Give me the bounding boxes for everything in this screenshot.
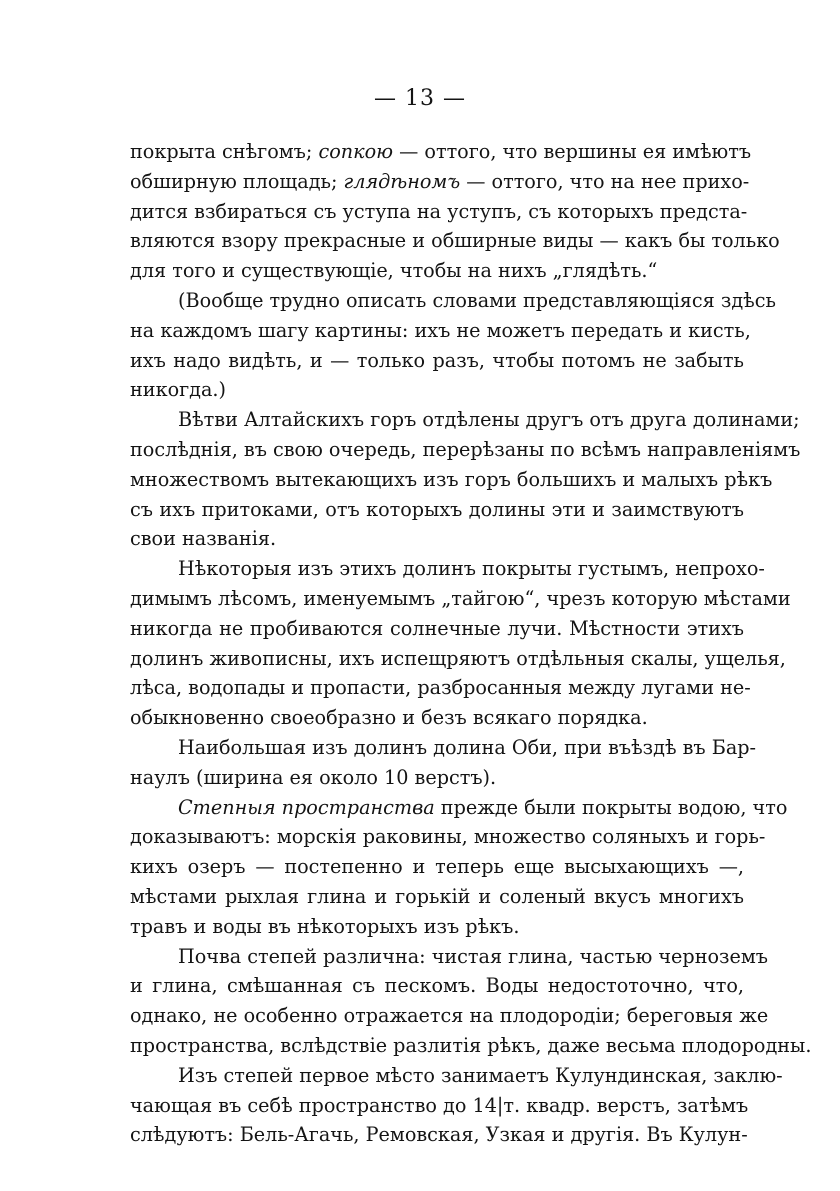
text-run: Почва степей различна: чистая глина, частью черноземъ <box>178 944 768 968</box>
text-run: травъ и воды въ нѣкоторыхъ изъ рѣкъ. <box>130 914 520 938</box>
italic-term: сопкою <box>318 140 394 163</box>
text-line <box>130 465 773 495</box>
text-run: съ ихъ притоками, отъ которыхъ долины эти и заимствуютъ <box>130 497 744 521</box>
text-line <box>130 644 786 674</box>
text-run: кихъ озеръ — постепенно и теперь еще высыхающихъ —, <box>130 855 744 879</box>
text-run: мѣстами рыхлая глина и горькій и соленый вкусъ многихъ <box>130 884 744 908</box>
text-run: послѣднія, въ свою очередь, перерѣзаны по всѣмъ направленіямъ <box>130 437 801 461</box>
text-line <box>130 584 791 614</box>
text-line <box>130 316 751 346</box>
text-run: никогда.) <box>130 378 227 402</box>
text-run: Наибольшая изъ долинъ долина Оби, при въѣздѣ въ Бар- <box>178 735 757 759</box>
text-run: димымъ лѣсомъ, именуемымъ „тайгою“, чрезъ которую мѣстами <box>130 586 791 610</box>
page-number: — 13 — <box>374 86 466 111</box>
text-run: доказываютъ: морскія раковины, множество соляныхъ и горь- <box>130 825 766 849</box>
text-line <box>130 942 768 972</box>
text-line <box>130 495 744 525</box>
text-line <box>130 375 744 405</box>
text-line <box>130 1001 769 1031</box>
text-run: долинъ живописны, ихъ испещряютъ отдѣльныя скалы, ущелья, <box>130 646 786 670</box>
text-line <box>130 971 744 1001</box>
text-line <box>130 614 744 644</box>
text-line <box>130 226 780 256</box>
text-run: Нѣкоторыя изъ этихъ долинъ покрыты густымъ, непрохо- <box>178 557 765 581</box>
text-run: чающая въ себѣ пространство до 14|т. квадр. верстъ, затѣмъ <box>130 1093 749 1117</box>
text-line <box>130 673 751 703</box>
text-run: покрыта снѣгомъ; <box>130 140 319 163</box>
text-run: однако, не особенно отражается на плодородіи; береговыя же <box>130 1004 769 1028</box>
text-run: лѣса, водопады и пропасти, разбросанныя между лугами не- <box>130 676 751 700</box>
text-line <box>130 882 744 912</box>
text-line <box>130 852 744 882</box>
text-run: Вѣтви Алтайскихъ горъ отдѣлены другъ отъ друга долинами; <box>178 408 800 432</box>
text-run: — оттого, что вершины ея имѣютъ <box>393 140 752 163</box>
text-line <box>130 1091 749 1121</box>
text-body <box>130 137 812 1150</box>
text-run: — оттого, что на нее прихо- <box>460 169 750 193</box>
text-line <box>130 1031 812 1061</box>
italic-term: глядѣномъ <box>343 169 461 193</box>
text-line <box>130 524 744 554</box>
text-run: слѣдуютъ: Бель-Агачь, Ремовская, Узкая и другія. Въ Кулун- <box>130 1123 748 1147</box>
text-run: пространства, вслѣдствіе разлитія рѣкъ, даже весьма плодородны. <box>130 1033 812 1057</box>
text-line <box>130 822 766 852</box>
text-line <box>130 1120 748 1150</box>
text-run: ихъ надо видѣть, и — только разъ, чтобы потомъ не забыть <box>130 348 744 372</box>
text-line <box>130 405 800 435</box>
text-run: на каждомъ шагу картины: ихъ не можетъ передать и кисть, <box>130 318 751 342</box>
text-line <box>130 703 744 733</box>
text-run: обыкновенно своеобразно и безъ всякаго порядка. <box>130 706 648 730</box>
text-line <box>130 256 744 286</box>
text-run: (Вообще трудно описать словами представляющіяся здѣсь <box>178 288 776 312</box>
text-run: наулъ (ширина ея около 10 верстъ). <box>130 765 497 789</box>
text-line <box>130 763 744 793</box>
text-run: прежде были покрыты водою, что <box>434 795 788 819</box>
text-run: свои названія. <box>130 527 277 551</box>
text-line <box>130 733 757 763</box>
text-run: Изъ степей первое мѣсто занимаетъ Кулундинская, заклю- <box>178 1063 783 1087</box>
italic-term: Степныя пространства <box>178 795 435 819</box>
text-line <box>130 137 752 167</box>
text-line <box>130 793 788 823</box>
text-line <box>130 197 748 227</box>
text-run: обширную площадь; <box>130 169 344 193</box>
text-line <box>130 435 801 465</box>
text-line <box>130 286 776 316</box>
text-run: вляются взору прекрасные и обширные виды — какъ бы только <box>130 229 780 253</box>
text-run: множествомъ вытекающихъ изъ горъ большихъ и малыхъ рѣкъ <box>130 467 773 491</box>
text-line <box>130 346 744 376</box>
text-line <box>130 912 744 942</box>
text-run: для того и существующіе, чтобы на нихъ „глядѣть.“ <box>130 259 658 283</box>
text-run: никогда не пробиваются солнечные лучи. Мѣстности этихъ <box>130 616 744 640</box>
text-line <box>130 554 765 584</box>
text-run: дится взбираться съ уступа на уступъ, съ которыхъ предста- <box>130 199 748 223</box>
text-run: и глина, смѣшанная съ пескомъ. Воды недостоточно, что, <box>130 974 744 998</box>
text-line <box>130 167 750 197</box>
text-line <box>130 1061 783 1091</box>
